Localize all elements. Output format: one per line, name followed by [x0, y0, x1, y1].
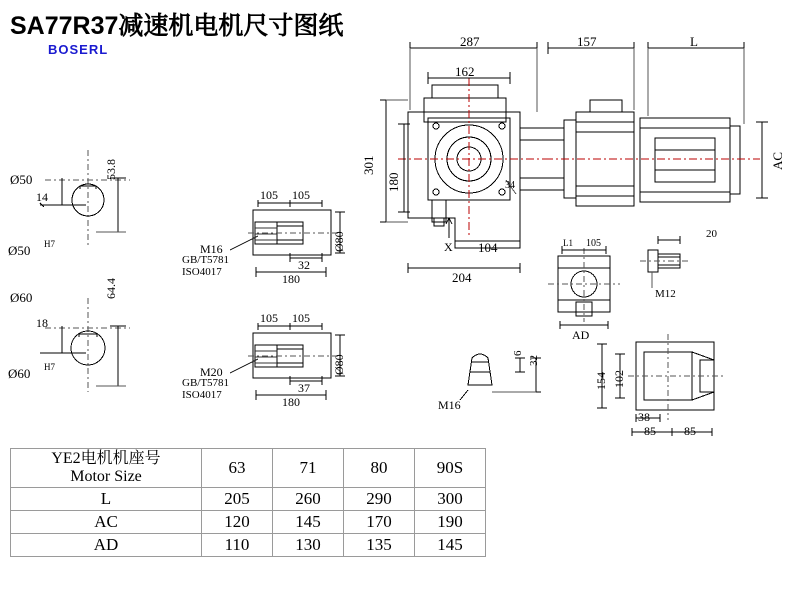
dim-204: 204 [452, 270, 472, 285]
dim-301: 301 [361, 155, 376, 175]
table-row [11, 511, 486, 534]
dim-180: 180 [386, 172, 401, 192]
dim-flange-top-e: Ø80 [332, 231, 346, 252]
label-gb5781-top: GB/T5781 [182, 254, 230, 266]
dim-L: L [690, 34, 698, 49]
dim-64-4: 64.4 [104, 278, 118, 299]
dim-d60h7-sup: H7 [44, 362, 55, 372]
dim-flange-top-a: 105 [260, 188, 278, 202]
row-L-value-0: 205 [202, 488, 273, 511]
table-row [11, 488, 486, 511]
dim-flange-top-c: 32 [298, 258, 310, 272]
dim-flange-bot-e: Ø80 [332, 354, 346, 375]
row-label-AC: AC [11, 511, 202, 534]
dim-18: 18 [36, 316, 48, 330]
row-AC-value-0: 120 [202, 511, 273, 534]
dim-14: 14 [36, 190, 48, 204]
dim-34: 34 [505, 180, 515, 191]
dim-d50h7-sup: H7 [44, 239, 55, 249]
dim-flange-top-b: 105 [292, 188, 310, 202]
dim-20: 20 [706, 228, 717, 240]
bolt-detail-top [230, 200, 345, 277]
row-AD-value-0: 110 [202, 534, 273, 557]
label-iso4017-bottom: ISO4017 [182, 389, 222, 401]
header-value-3: 90S [415, 449, 486, 488]
dim-small-105: 105 [586, 238, 601, 249]
header-value-0: 63 [202, 449, 273, 488]
label-m16-top: M16 [200, 242, 223, 256]
row-AD-value-1: 130 [273, 534, 344, 557]
dim-L1: L1 [563, 238, 573, 248]
dim-162: 162 [455, 64, 475, 79]
dim-6: 6 [512, 350, 524, 356]
dim-154: 154 [594, 372, 608, 390]
table-header-row [11, 449, 486, 488]
row-L-value-3: 300 [415, 488, 486, 511]
label-m20-bottom: M20 [200, 365, 223, 379]
dim-104: 104 [478, 240, 498, 255]
dim-32: 32 [528, 355, 540, 366]
page-title: SA77R37减速机电机尺寸图纸 [10, 12, 344, 40]
header-value-2: 80 [344, 449, 415, 488]
label-m16-cone: M16 [438, 398, 461, 412]
dim-287: 287 [460, 34, 480, 49]
row-label-L: L [11, 488, 202, 511]
dim-53-8: 53.8 [104, 159, 118, 180]
dim-d60h7: Ø60 [8, 366, 31, 381]
dim-85-b: 85 [684, 424, 696, 438]
dim-85-a: 85 [644, 424, 656, 438]
row-AD-value-2: 135 [344, 534, 415, 557]
header-value-1: 71 [273, 449, 344, 488]
dim-flange-bot-a: 105 [260, 311, 278, 325]
dim-102: 102 [612, 370, 626, 388]
bolt-detail-m12 [640, 236, 688, 288]
row-AC-value-3: 190 [415, 511, 486, 534]
dim-d50h7: Ø50 [8, 243, 31, 258]
dim-flange-bot-d: 180 [282, 395, 300, 409]
label-gb5781-bottom: GB/T5781 [182, 377, 230, 389]
dim-157: 157 [577, 34, 597, 49]
dim-flange-top-d: 180 [282, 272, 300, 286]
dim-d50: Ø50 [10, 172, 33, 187]
label-iso4017-top: ISO4017 [182, 266, 222, 278]
dim-flange-bot-b: 105 [292, 311, 310, 325]
dim-AC: AC [770, 151, 785, 170]
header-label-en: Motor Size [70, 468, 142, 485]
bolt-detail-bottom [230, 323, 345, 400]
table-row [11, 534, 486, 557]
row-L-value-1: 260 [273, 488, 344, 511]
shaft-detail-60 [40, 298, 130, 392]
row-AC-value-1: 145 [273, 511, 344, 534]
dim-d60: Ø60 [10, 290, 33, 305]
label-x: X [444, 240, 453, 254]
label-m12: M12 [655, 288, 676, 300]
dim-AD: AD [572, 328, 590, 342]
motor-size-table [10, 448, 486, 557]
header-label-cell [11, 449, 202, 488]
dim-flange-bot-c: 37 [298, 381, 310, 395]
row-L-value-2: 290 [344, 488, 415, 511]
header-label-cn: YE2电机机座号 [51, 450, 161, 467]
row-AC-value-2: 170 [344, 511, 415, 534]
brand-logo: BOSERL [48, 42, 109, 57]
dim-38: 38 [638, 410, 650, 424]
row-AD-value-3: 145 [415, 534, 486, 557]
side-view-ad [548, 246, 620, 329]
row-label-AD: AD [11, 534, 202, 557]
